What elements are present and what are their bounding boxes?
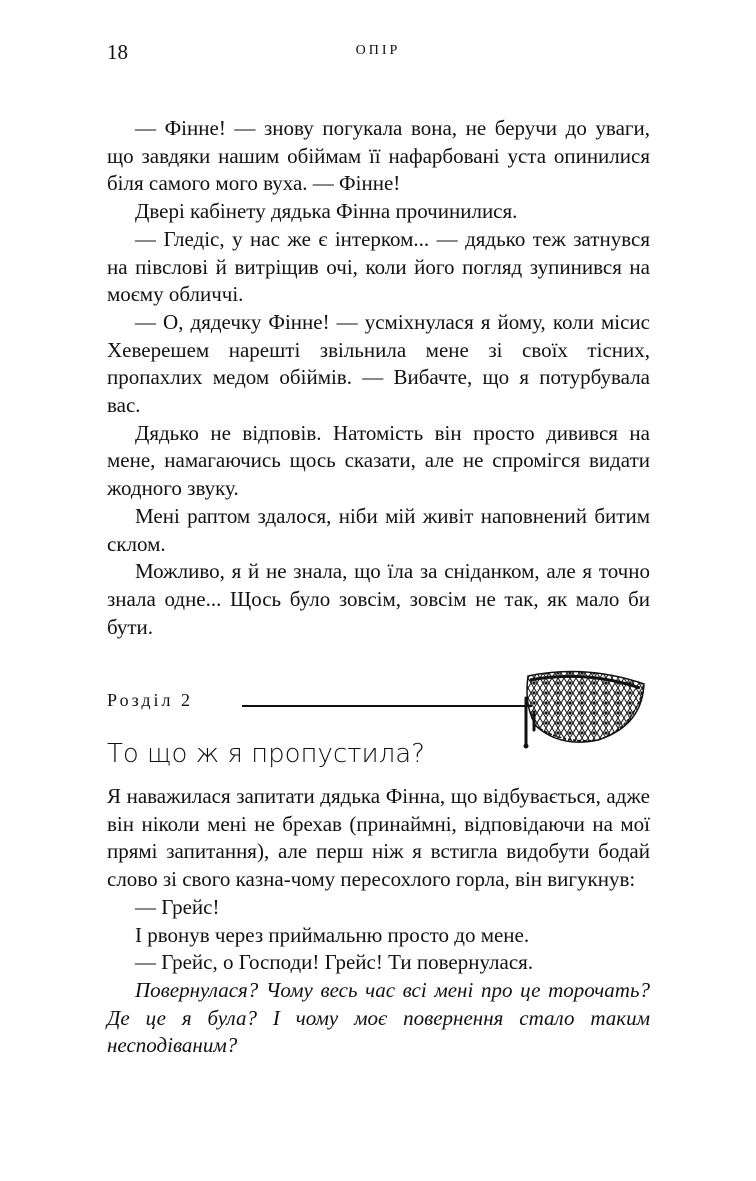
paragraph: — Грейс, о Господи! Грейс! Ти повернулася. (135, 950, 534, 975)
paragraph: — Грейс! (135, 894, 220, 919)
paragraph: Мені раптом здалося, ніби мій живіт наповнений битим склом. (107, 503, 650, 556)
paragraph: Можливо, я й не знала, що їла за сніданком, але я точно знала одне... Щось було зовсім, зовсім не так, як мало би бути. (107, 559, 650, 639)
chapter-divider-line (242, 705, 532, 707)
body-text-chapter (107, 783, 650, 1060)
chapter-label: Розділ 2 (107, 690, 193, 710)
chapter-title: То що ж я пропустила? (107, 739, 425, 769)
body-text-top (107, 115, 650, 641)
paragraph: Двері кабінету дядька Фінна прочинилися. (135, 199, 518, 224)
paragraph: Повернулася? Чому весь час всі мені про це торочать? Де це я була? І чому моє повернення стало таким несподіваним? (107, 977, 650, 1058)
paragraph: — Фінне! — знову погукала вона, не беручи до уваги, що завдяки нашим обіймам її нафарбовані уста опинилися біля самого мого вуха. — Фінне! (107, 116, 650, 196)
paragraph: — Гледіс, у нас же є інтерком... — дядько теж затнувся на півслові й витріщив очі, коли його погляд зупинився на моєму обличчі. (107, 226, 650, 307)
running-head: ОПІР (355, 43, 401, 58)
broken-glass-pie-icon (516, 668, 652, 750)
paragraph: Я наважилася запитати дядька Фінна, що відбувається, адже він ніколи мені не брехав (принаймні, відповідаючи на мої прямі запитання), але перш ніж я встигла видобути бодай слово зі свого казна-чому пересохлого горла, він вигукнув: (107, 784, 650, 892)
paragraph: — О, дядечку Фінне! — усміхнулася я йому, коли місис Хеверешем нарешті звільнила мене зі своїх тісних, пропахлих медом обіймів. — Вибачте, що я потурбувала вас. (107, 309, 650, 418)
page-number: 18 (107, 40, 128, 64)
paragraph: Дядько не відповів. Натомість він просто дивився на мене, намагаючись щось сказати, але не спромігся видати жодного звуку. (107, 420, 650, 501)
paragraph: І рвонув через приймальню просто до мене. (135, 922, 530, 947)
